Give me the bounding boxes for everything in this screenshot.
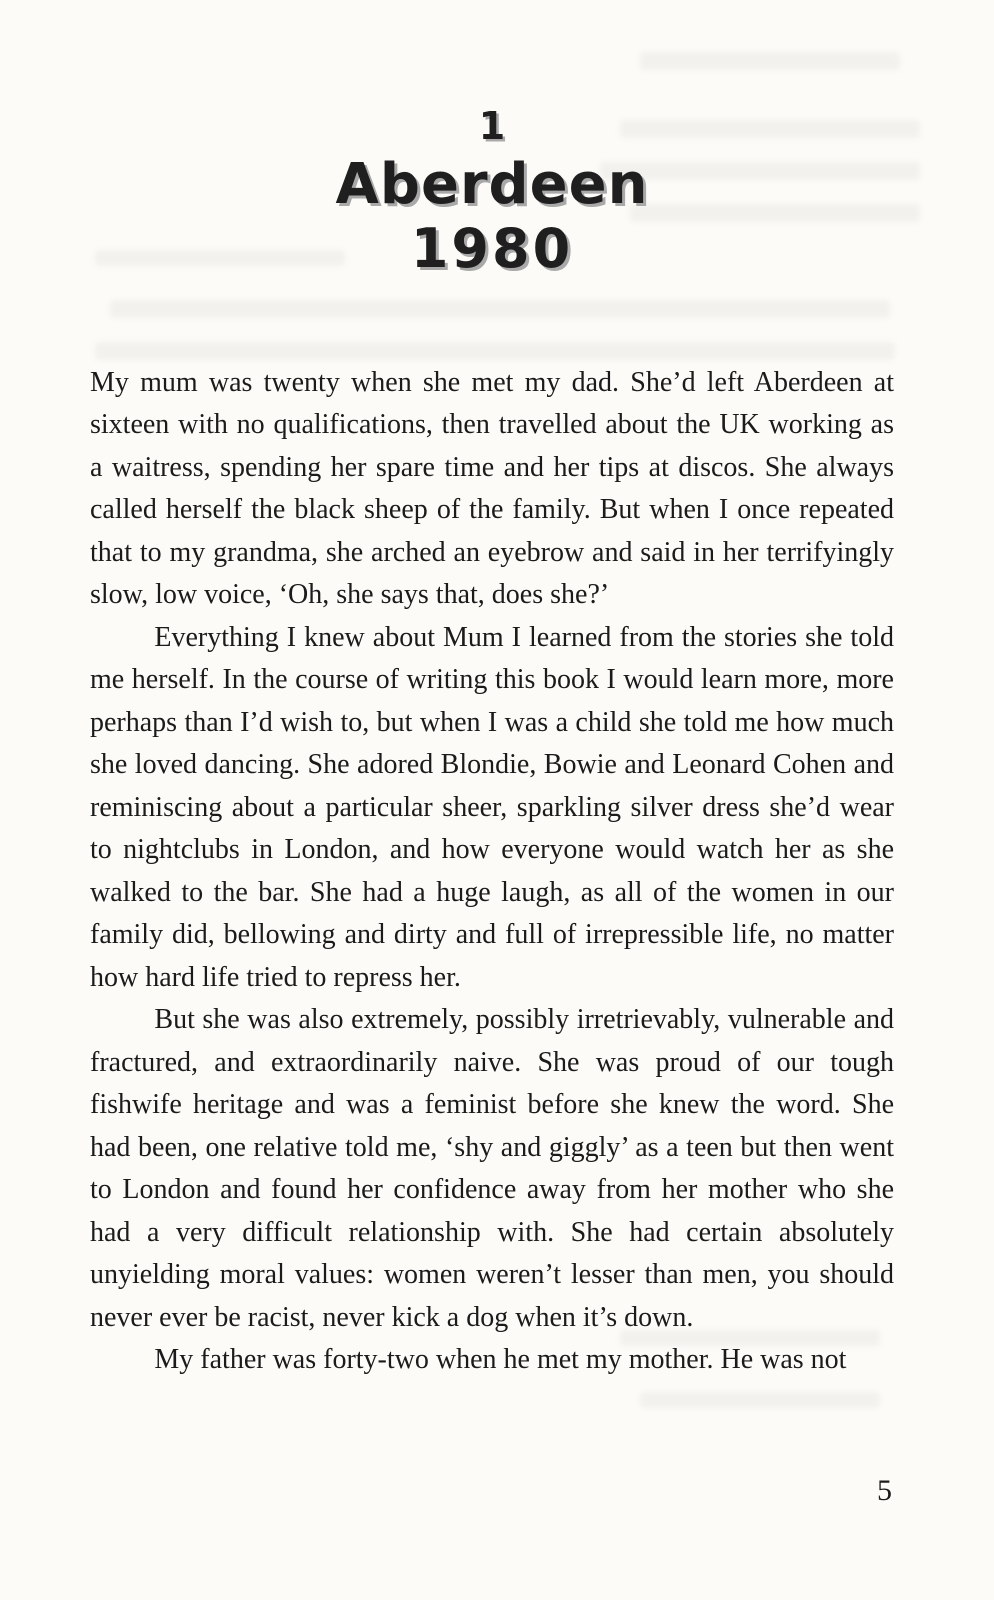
chapter-heading <box>90 106 894 278</box>
chapter-year: 1980 <box>410 216 574 280</box>
chapter-title: Aberdeen <box>335 151 649 217</box>
paragraph: My father was forty-two when he met my mother. He was not <box>154 1344 847 1376</box>
paragraph: Everything I knew about Mum I learned from the stories she told me herself. In the course of writing this book I would learn more, more perhaps than I’d wish to, but when I was a child she told me how much she loved dancing. She adored Blondie, Bowie and Leonard Cohen and reminiscing about a particular sheer, sparkling silver dress she’d wear to nightclubs in London, and how everyone would watch her as she walked to the bar. She had a huge laugh, as all of the women in our family did, bellowing and dirty and full of irrepressible life, no matter how hard life tried to repress her. <box>90 621 894 993</box>
showthrough-ghost-text <box>640 1392 880 1408</box>
showthrough-ghost-text <box>95 342 895 360</box>
body-text <box>90 362 894 1382</box>
showthrough-ghost-text <box>110 300 890 318</box>
chapter-number: 1 <box>478 104 506 148</box>
page-number: 5 <box>877 1474 892 1507</box>
paragraph: But she was also extremely, possibly irretrievably, vulnerable and fractured, and extraordinarily naive. She was proud of our tough fishwife heritage and was a feminist before she knew the word. She had been, one relative told me, ‘shy and giggly’ as a teen but then went to London and found her confidence away from her mother who she had a very difficult relationship with. She had certain absolutely unyielding moral values: women weren’t lesser than men, you should never ever be racist, never kick a dog when it’s down. <box>90 1004 894 1333</box>
paragraph: My mum was twenty when she met my dad. She’d left Aberdeen at sixteen with no qualifications, then travelled about the UK working as a waitress, spending her spare time and her tips at discos. She always called herself the black sheep of the family. But when I once repeated that to my grandma, she arched an eyebrow and said in her terrifyingly slow, low voice, ‘Oh, she says that, does she?’ <box>90 366 894 611</box>
showthrough-ghost-text <box>640 52 900 70</box>
